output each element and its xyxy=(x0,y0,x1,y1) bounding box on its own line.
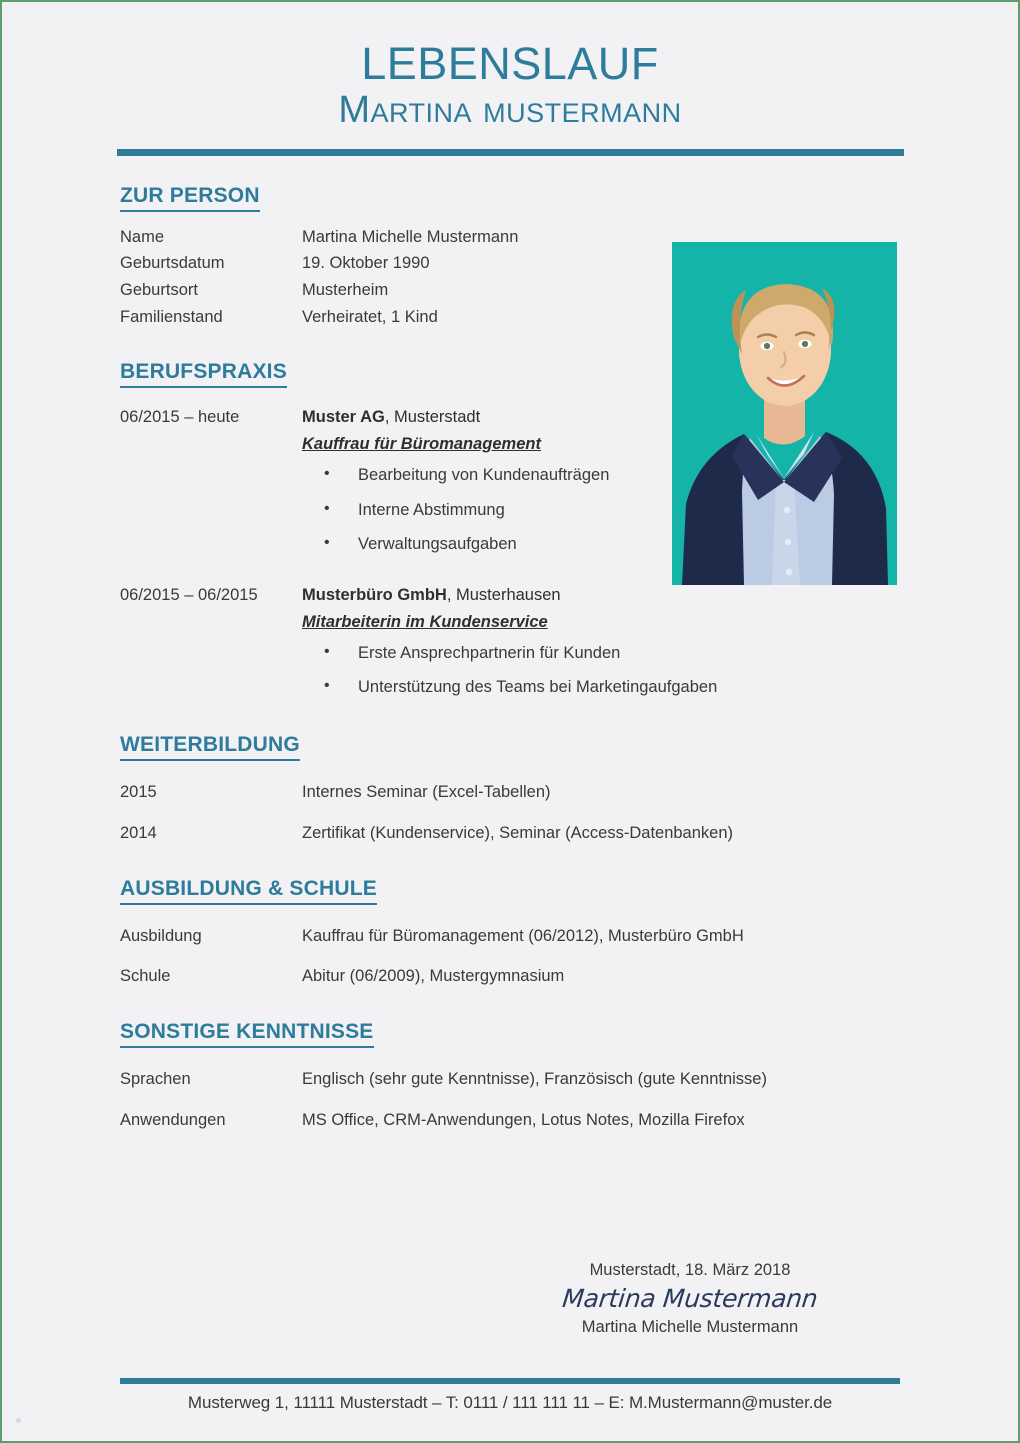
row-value: Kauffrau für Büromanagement (06/2012), Musterbüro GmbH xyxy=(302,926,744,945)
row-label: Anwendungen xyxy=(120,1110,226,1129)
candidate-name-title: Martina mustermann xyxy=(338,88,682,131)
job-task-list xyxy=(302,464,900,556)
job-entry xyxy=(120,582,900,711)
footer-divider xyxy=(120,1378,900,1384)
section-heading-sonstige-kenntnisse: SONSTIGE KENNTNISSE xyxy=(120,1020,374,1048)
signature-block xyxy=(480,1258,900,1340)
row-label: Schule xyxy=(120,967,171,986)
job-location: , Musterhausen xyxy=(446,586,561,605)
row-value: Musterheim xyxy=(302,280,389,299)
job-location: , Musterstadt xyxy=(384,408,481,427)
list-item: • Interne Abstimmung xyxy=(302,499,900,522)
section-sonstige-kenntnisse xyxy=(120,990,900,1133)
row-value: Englisch (sehr gute Kenntnisse), Französisch (gute Kenntnisse) xyxy=(302,1069,767,1088)
job-company: Musterbüro GmbH xyxy=(302,586,447,605)
signature-printed-name: Martina Michelle Mustermann xyxy=(581,1318,799,1336)
footer-contact: Musterweg 1, 11111 Musterstadt – T: 0111 / 111 111 11 – E: M.Mustermann@muster.de xyxy=(187,1393,833,1412)
table-row xyxy=(120,963,900,990)
job-company-line xyxy=(302,404,900,431)
cv-footer xyxy=(120,1378,900,1413)
skills-rows xyxy=(120,1066,900,1133)
cv-body xyxy=(2,156,1018,1134)
row-value: Abitur (06/2009), Mustergymnasium xyxy=(302,967,565,986)
table-row xyxy=(120,304,900,331)
row-value: Verheiratet, 1 Kind xyxy=(302,307,438,326)
table-row xyxy=(120,779,900,806)
section-berufspraxis xyxy=(120,330,900,711)
row-value: Zertifikat (Kundenservice), Seminar (Access-Datenbanken) xyxy=(302,823,734,842)
row-label: 2015 xyxy=(120,783,157,802)
person-rows xyxy=(120,224,900,331)
education-rows xyxy=(120,923,900,990)
job-company: Muster AG xyxy=(302,408,385,427)
section-ausbildung-schule xyxy=(120,847,900,990)
row-value: Martina Michelle Mustermann xyxy=(302,227,519,246)
row-value: 19. Oktober 1990 xyxy=(302,254,430,273)
list-item: • Erste Ansprechpartnerin für Kunden xyxy=(302,642,900,665)
job-role: Kauffrau für Büromanagement xyxy=(302,435,541,454)
section-zur-person xyxy=(120,156,900,331)
page-title: LEBENSLAUF xyxy=(361,38,659,89)
signature-place-date: Musterstadt, 18. März 2018 xyxy=(589,1261,791,1279)
job-task-list xyxy=(302,642,900,700)
job-detail xyxy=(302,582,900,711)
job-role: Mitarbeiterin im Kundenservice xyxy=(302,612,548,631)
section-heading-weiterbildung: WEITERBILDUNG xyxy=(120,733,300,761)
table-row xyxy=(120,923,900,950)
table-row xyxy=(120,277,900,304)
section-heading-berufspraxis: BERUFSPRAXIS xyxy=(120,360,287,388)
section-heading-zur-person: ZUR PERSON xyxy=(120,184,260,212)
row-label: Sprachen xyxy=(120,1069,191,1088)
handwritten-signature: Martina Mustermann xyxy=(561,1283,819,1313)
table-row xyxy=(120,224,900,251)
list-item: • Bearbeitung von Kundenaufträgen xyxy=(302,464,900,487)
list-item: • Verwaltungsaufgaben xyxy=(302,533,900,556)
row-label: 2014 xyxy=(120,823,157,842)
row-label: Ausbildung xyxy=(120,926,202,945)
job-detail xyxy=(302,404,900,568)
job-period: 06/2015 – heute xyxy=(120,408,240,427)
row-label: Name xyxy=(120,227,165,246)
cv-header xyxy=(2,2,1018,156)
list-item: • Unterstützung des Teams bei Marketingaufgaben xyxy=(302,676,900,699)
training-rows xyxy=(120,779,900,846)
row-label: Geburtsdatum xyxy=(120,254,225,273)
job-entry xyxy=(120,404,900,568)
table-row xyxy=(120,250,900,277)
row-label: Familienstand xyxy=(120,307,223,326)
table-row xyxy=(120,820,900,847)
row-value: MS Office, CRM-Anwendungen, Lotus Notes, Mozilla Firefox xyxy=(302,1110,745,1129)
table-row xyxy=(120,1066,900,1093)
row-value: Internes Seminar (Excel-Tabellen) xyxy=(302,783,551,802)
job-period: 06/2015 – 06/2015 xyxy=(120,586,258,605)
table-row xyxy=(120,1107,900,1134)
job-company-line xyxy=(302,582,900,609)
section-heading-ausbildung-schule: AUSBILDUNG & SCHULE xyxy=(120,877,377,905)
header-divider xyxy=(117,149,904,156)
row-label: Geburtsort xyxy=(120,280,198,299)
section-weiterbildung xyxy=(120,711,900,846)
corner-mark xyxy=(16,1418,21,1423)
